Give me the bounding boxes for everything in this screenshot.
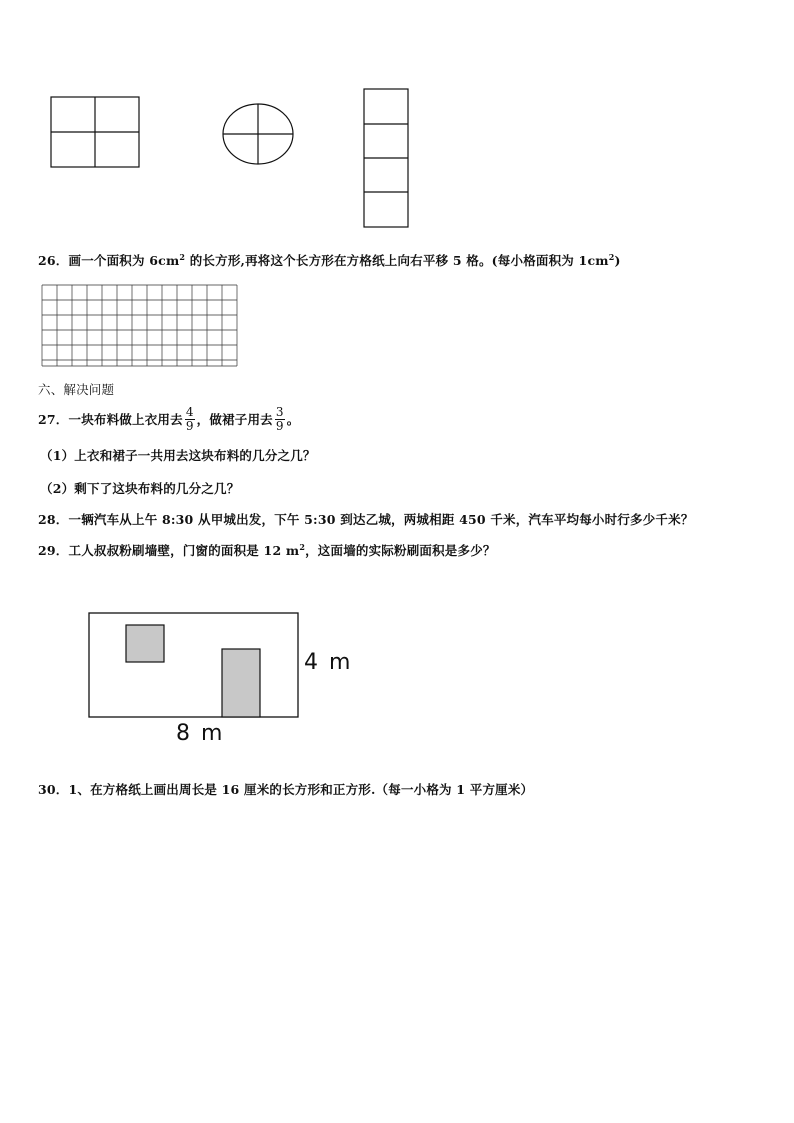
q26-number: 26． <box>38 253 69 268</box>
q29-text-b: ，这面墙的实际粉刷面积是多少？ <box>305 543 496 558</box>
q29-text-a: 29．工人叔叔粉刷墙壁，门窗的面积是 12 m <box>38 543 300 558</box>
question-28: 28．一辆汽车从上午 8:30 从甲城出发，下午 5:30 到达乙城，两城相距 450 千米，汽车平均每小时行多少千米？ <box>38 512 694 527</box>
door-rect <box>222 649 260 717</box>
q27-text-b: ，做裙子用去 <box>196 412 273 427</box>
q26-text-c: ) <box>614 253 621 268</box>
frac1-denominator: 9 <box>185 418 194 433</box>
q27-text-c: 。 <box>286 412 300 427</box>
fraction-shapes-figure <box>0 0 794 240</box>
q26-sup2: 2 <box>608 252 615 262</box>
question-30: 30．1、在方格纸上画出周长是 16 厘米的长方形和正方形.（每一小格为 1 平方厘米） <box>38 782 534 797</box>
wall-figure <box>80 605 320 725</box>
grid-paper-q26[interactable] <box>41 284 241 369</box>
q27-sub-question-1: （1）上衣和裙子一共用去这块布料的几分之几？ <box>40 448 316 463</box>
frac1-numerator: 4 <box>185 404 194 419</box>
q27-number: 27． <box>38 412 69 427</box>
fraction-three-ninths <box>275 406 285 433</box>
window-rect <box>126 625 164 662</box>
question-27 <box>38 400 299 438</box>
q29-sup: 2 <box>299 542 306 552</box>
wall-width-label: 8 m <box>176 721 225 746</box>
circle-four-parts <box>223 104 293 164</box>
fraction-four-ninths <box>185 406 195 433</box>
square-four-parts <box>51 97 139 167</box>
vertical-rectangle-four-parts <box>364 89 408 227</box>
wall-outline <box>89 613 298 717</box>
section-title: 六、解决问题 <box>38 382 115 397</box>
q27-sub-question-2: （2）剩下了这块布料的几分之几？ <box>40 481 240 496</box>
q26-text-b: 的长方形,再将这个长方形在方格纸上向右平移 5 格。(每小格面积为 1cm <box>185 253 609 268</box>
frac2-denominator: 9 <box>275 418 284 433</box>
q27-text-a: 一块布料做上衣用去 <box>68 412 183 427</box>
question-26 <box>38 251 621 269</box>
frac2-numerator: 3 <box>275 404 284 419</box>
q26-sup1: 2 <box>179 252 186 262</box>
question-29 <box>38 541 496 559</box>
wall-height-label: 4 m <box>304 650 353 675</box>
q26-text-a: 画一个面积为 6cm <box>68 253 180 268</box>
